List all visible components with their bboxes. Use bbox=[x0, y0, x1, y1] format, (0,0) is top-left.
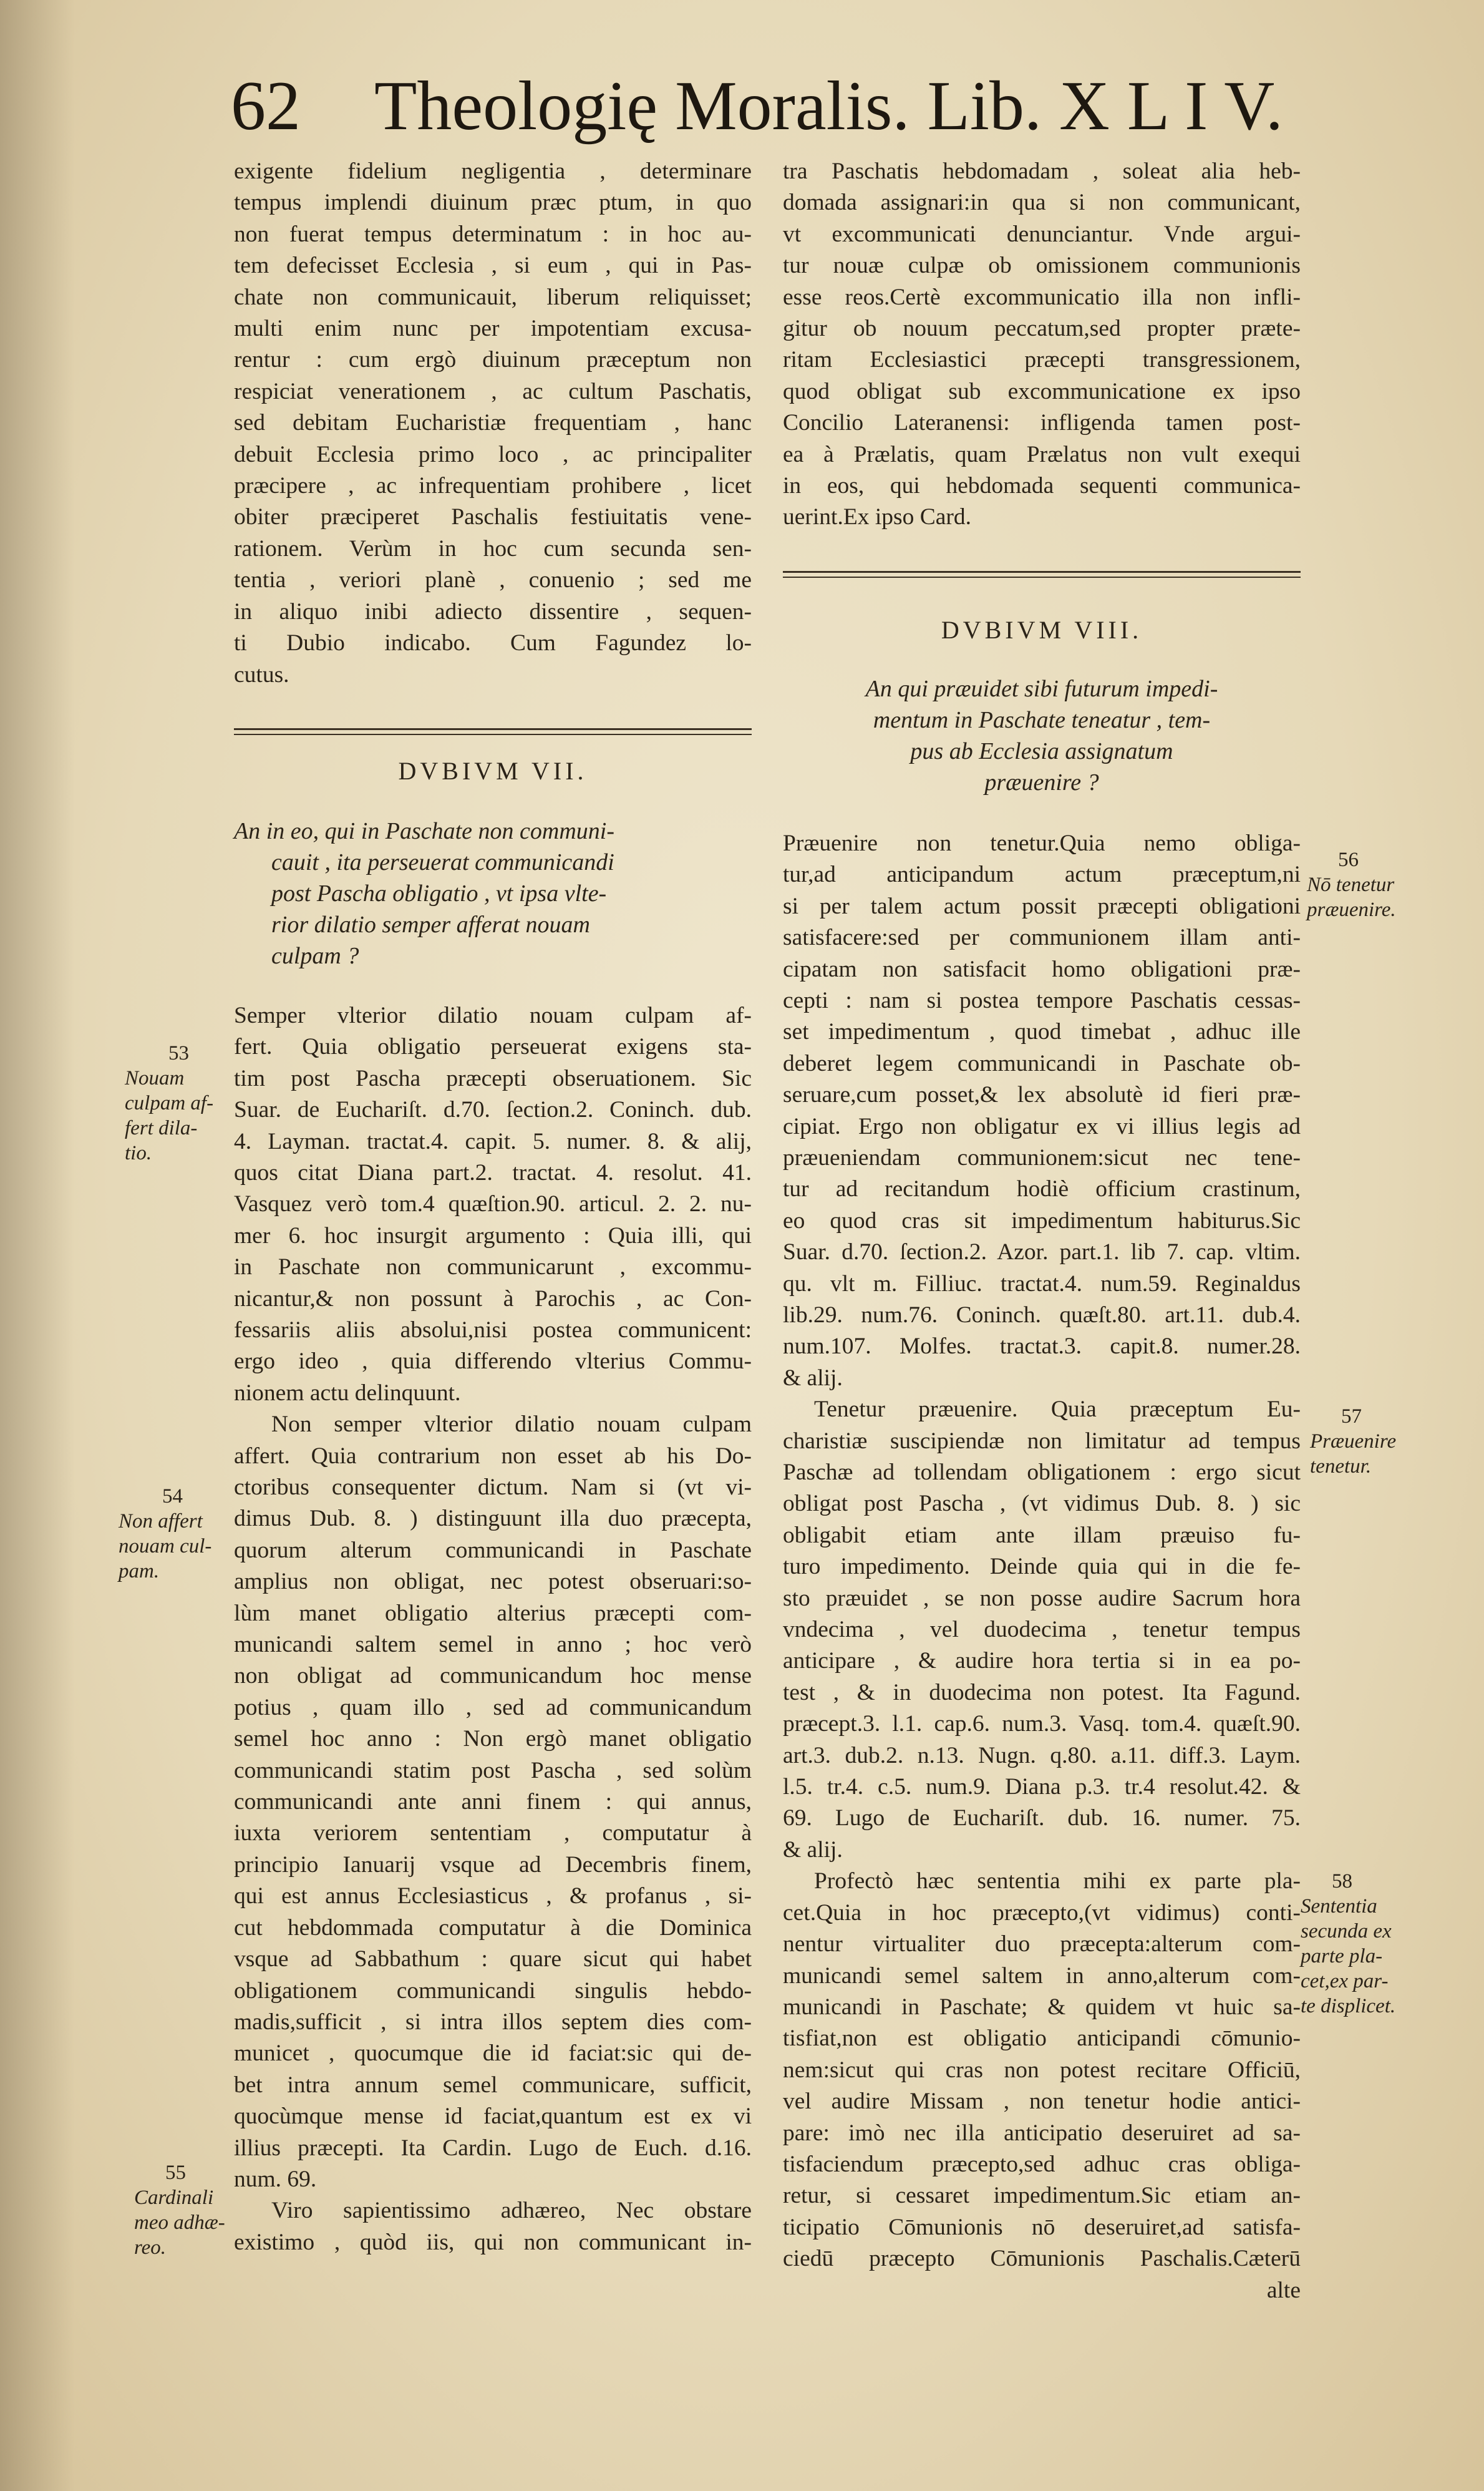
left-intro-paragraph bbox=[234, 156, 752, 691]
text-line: turo impedimento. Deinde quia qui in die fe- bbox=[783, 1554, 1301, 1580]
text-line: qu. vlt m. Filliuc. tractat.4. num.59. Reginaldus bbox=[783, 1270, 1301, 1297]
margin-text: Præuenire bbox=[1310, 1430, 1397, 1453]
text-line: & alij. bbox=[783, 1365, 843, 1391]
question-line: rior dilatio semper afferat nouam bbox=[271, 911, 590, 938]
question-line: præuenire ? bbox=[984, 769, 1099, 796]
text-line: rationem. Verùm in hoc cum secunda sen- bbox=[234, 535, 752, 562]
text-line: dimus Dub. 8. ) distinguunt illa duo præcepta, bbox=[234, 1506, 752, 1532]
text-line: ritam Ecclesiastici præcepti transgressionem, bbox=[783, 347, 1301, 373]
margin-number: 58 bbox=[1332, 1870, 1352, 1893]
dubium-viii-question bbox=[783, 673, 1301, 798]
text-line: esse reos.Certè excommunicatio illa non infli- bbox=[783, 284, 1301, 310]
text-line: municet , quocumque die id faciat:sic qui de- bbox=[234, 2040, 752, 2067]
text-line: 69. Lugo de Euchariſt. dub. 16. numer. 75. bbox=[783, 1805, 1301, 1831]
text-line: nionem actu delinquunt. bbox=[234, 1380, 461, 1406]
text-line: set impedimentum , quod timebat , adhuc ille bbox=[783, 1019, 1301, 1045]
margin-text: Cardinali bbox=[134, 2186, 214, 2209]
margin-text: cet,ex par- bbox=[1301, 1970, 1389, 1992]
text-line: vsque ad Sabbathum : quare sicut qui habet bbox=[234, 1946, 752, 1972]
paragraph-53 bbox=[234, 1000, 752, 1409]
text-line: Tenetur præuenire. Quia præceptum Eu- bbox=[814, 1397, 1301, 1423]
text-line: ctoribus consequenter dictum. Nam si (vt vi- bbox=[234, 1475, 752, 1500]
text-line: tisfaciendum præcepto,sed adhuc cras obliga- bbox=[783, 2151, 1301, 2177]
text-line: qui est annus Ecclesiasticus , & profanus , si- bbox=[234, 1883, 752, 1909]
page-number: 62 bbox=[231, 67, 301, 145]
margin-text: nouam cul- bbox=[119, 1535, 212, 1557]
text-line: bet intra annum semel communicare, sufficit, bbox=[234, 2072, 752, 2098]
text-line: potius , quam illo , sed ad communicandum bbox=[234, 1694, 752, 1720]
margin-text: fert dila- bbox=[125, 1117, 198, 1139]
text-line: præueniendam communionem:sicut nec tene- bbox=[783, 1144, 1301, 1171]
text-line: satisfacere:sed per communionem illam anti- bbox=[783, 925, 1301, 951]
text-line: & alij. bbox=[783, 1836, 843, 1863]
text-line: in aliquo inibi adiecto dissentire , sequen- bbox=[234, 598, 752, 625]
text-line: illius præcepti. Ita Cardin. Lugo de Euch. d.16. bbox=[234, 2135, 752, 2161]
text-line: principio Ianuarij vsque ad Decembris finem, bbox=[234, 1851, 752, 1878]
text-line: tempus implendi diuinum præc ptum, in quo bbox=[234, 190, 752, 216]
text-line: Præuenire non tenetur.Quia nemo obliga- bbox=[783, 830, 1301, 856]
question-line: mentum in Paschate teneatur , tem- bbox=[873, 706, 1211, 733]
text-line: tentia , veriori planè , conuenio ; sed me bbox=[234, 567, 752, 593]
dubium-vii-question bbox=[234, 816, 752, 972]
text-line: gitur ob nouum peccatum,sed propter præte- bbox=[783, 316, 1301, 342]
text-line: cut hebdommada computatur à die Dominica bbox=[234, 1914, 752, 1941]
text-line: ea à Prælatis, quam Prælatus non vult exequi bbox=[783, 441, 1301, 467]
text-line: præcept.3. l.1. cap.6. num.3. Vasq. tom.4. quæſt.90. bbox=[783, 1711, 1301, 1737]
text-line: retur, si cessaret impedimentum.Sic etiam an- bbox=[783, 2183, 1301, 2209]
text-line: communicandi ante anni finem : qui annus, bbox=[234, 1789, 752, 1815]
margin-text: secunda ex bbox=[1301, 1920, 1392, 1943]
margin-note-55 bbox=[134, 2160, 225, 2260]
text-line: Concilio Lateranensi: infligenda tamen post- bbox=[783, 410, 1301, 436]
margin-number: 57 bbox=[1341, 1405, 1362, 1428]
margin-text: Nō tenetur bbox=[1307, 874, 1395, 896]
margin-text: tio. bbox=[125, 1142, 152, 1164]
text-line: communicandi statim post Pascha , sed solùm bbox=[234, 1757, 752, 1783]
text-line: sto præuidet , se non posse audire Sacrum hora bbox=[783, 1585, 1301, 1611]
margin-number: 55 bbox=[165, 2162, 186, 2184]
text-line: municandi semel saltem in anno,alterum com- bbox=[783, 1962, 1301, 1989]
text-line: charistiæ suscipiendæ non limitatur ad tempus bbox=[783, 1428, 1301, 1454]
text-line: cipatam non satisfacit homo obligationi præ- bbox=[783, 956, 1301, 982]
paragraph-57 bbox=[783, 1394, 1301, 1866]
text-line: l.5. tr.4. c.5. num.9. Diana p.3. tr.4 resolut.42. & bbox=[783, 1774, 1301, 1800]
margin-note-54 bbox=[119, 1484, 211, 1584]
text-line: respiciat venerationem , ac cultum Paschatis, bbox=[234, 378, 752, 404]
text-line: si per talem actum possit præcepti obligationi bbox=[783, 893, 1301, 919]
paragraph-56 bbox=[783, 828, 1301, 1394]
text-line: cipiat. Ergo non obligatur ex vi illius legis ad bbox=[783, 1113, 1301, 1139]
margin-number: 53 bbox=[168, 1042, 189, 1065]
text-line: tisfiat,non est obligatio anticipandi cōmunio- bbox=[783, 2025, 1301, 2052]
text-line: municandi in Paschate; & quidem vt huic sa- bbox=[783, 1994, 1301, 2020]
question-line: pus ab Ecclesia assignatum bbox=[910, 738, 1173, 764]
text-line: tim post Pascha præcepti obseruationem. Sic bbox=[234, 1065, 752, 1091]
text-line: sed debitam Eucharistiæ frequentiam , hanc bbox=[234, 410, 752, 436]
text-line: quorum alterum communicandi in Paschate bbox=[234, 1537, 752, 1563]
text-line: fessariis aliis absolui,nisi postea communicent: bbox=[234, 1317, 752, 1343]
text-line: num.107. Molfes. tractat.3. capit.8. numer.28. bbox=[783, 1333, 1301, 1360]
right-column bbox=[783, 156, 1301, 2306]
text-line: anticipare , & audire hora tertia si in ea po- bbox=[783, 1648, 1301, 1674]
text-line: vndecima , vel duodecima , tenetur tempus bbox=[783, 1617, 1301, 1643]
text-line: in eos, qui hebdomada sequenti communica- bbox=[783, 473, 1301, 499]
margin-number: 54 bbox=[162, 1485, 183, 1508]
text-line: ciedū præcepto Cōmunionis Paschalis.Cæterū bbox=[783, 2246, 1301, 2272]
text-line: iuxta veriorem sententiam , computatur à bbox=[234, 1820, 752, 1846]
text-line: nem:sicut qui cras non potest recitare Officiū, bbox=[783, 2057, 1301, 2083]
section-rule bbox=[234, 728, 752, 735]
text-line: art.3. dub.2. n.13. Nugn. q.80. a.11. diff.3. Laym. bbox=[783, 1742, 1301, 1768]
text-line: in Paschate non communicarunt , excommu- bbox=[234, 1254, 752, 1280]
question-line: cauit , ita perseuerat communicandi bbox=[271, 849, 614, 875]
text-line: Semper vlterior dilatio nouam culpam af- bbox=[234, 1002, 752, 1028]
left-column bbox=[234, 156, 752, 2258]
text-line: semel hoc anno : Non ergò manet obligatio bbox=[234, 1726, 752, 1752]
text-line: ti Dubio indicabo. Cum Fagundez lo- bbox=[234, 630, 752, 656]
text-line: Non semper vlterior dilatio nouam culpam bbox=[271, 1411, 752, 1438]
text-line: eo quod cras sit impedimentum habiturus.Sic bbox=[783, 1207, 1301, 1234]
text-line: existimo , quòd iis, qui non communicant in- bbox=[234, 2229, 752, 2255]
text-line: madis,sufficit , si intra illos septem dies com- bbox=[234, 2009, 752, 2035]
text-line: multi enim nunc per impotentiam excusa- bbox=[234, 316, 752, 342]
question-line: culpam ? bbox=[271, 942, 359, 969]
margin-text: te displicet. bbox=[1301, 1995, 1396, 2017]
text-line: uerint.Ex ipso Card. bbox=[783, 504, 972, 530]
text-line: cepti : nam si postea tempore Paschatis cessas- bbox=[783, 987, 1301, 1013]
text-line: pare: imò nec illa anticipatio deseruiret ad sa- bbox=[783, 2120, 1301, 2146]
running-title: Theologię Moralis. Lib. X L I V. bbox=[374, 67, 1283, 145]
dubium-vii-title: DVBIVM VII. bbox=[398, 756, 588, 785]
text-line: cutus. bbox=[234, 661, 289, 688]
text-line: mer 6. hoc insurgit argumento : Quia illi, qui bbox=[234, 1222, 752, 1249]
text-line: lùm manet obligatio alterius præcepti com- bbox=[234, 1600, 752, 1626]
text-line: affert. Quia contrarium non esset ab his Do- bbox=[234, 1443, 752, 1469]
text-line: domada assignari:in qua si non communicant, bbox=[783, 190, 1301, 216]
text-line: quocùmque mense id faciat,quantum est ex vi bbox=[234, 2103, 752, 2130]
text-line: exigente fidelium negligentia , determinare bbox=[234, 158, 752, 184]
margin-text: Sententia bbox=[1301, 1895, 1377, 1918]
text-line: amplius non obligat, nec potest obseruari:so- bbox=[234, 1569, 752, 1595]
question-line: An in eo, qui in Paschate non communi- bbox=[234, 817, 615, 844]
question-line: An qui præuidet sibi futurum impedi- bbox=[865, 675, 1218, 702]
section-rule bbox=[783, 571, 1301, 578]
question-line: post Pascha obligatio , vt ipsa vlte- bbox=[271, 880, 607, 907]
text-line: nentur virtualiter duo præcepta:alterum com- bbox=[783, 1931, 1301, 1957]
margin-text: Nouam bbox=[125, 1067, 185, 1090]
margin-text: culpam af- bbox=[125, 1092, 214, 1114]
margin-note-56 bbox=[1307, 847, 1396, 922]
text-line: non fuerat tempus determinatum : in hoc au- bbox=[234, 221, 752, 247]
text-line: præcipere , ac infrequentiam prohibere , licet bbox=[234, 473, 752, 499]
binding-shadow bbox=[0, 0, 75, 2491]
text-line: Viro sapientissimo adhæreo, Nec obstare bbox=[271, 2198, 752, 2224]
text-line: municandi saltem semel in anno ; hoc verò bbox=[234, 1632, 752, 1658]
text-line: Suar. d.70. ſection.2. Azor. part.1. lib 7. cap. vltim. bbox=[783, 1239, 1301, 1265]
text-line: Suar. de Euchariſt. d.70. ſection.2. Coninch. dub. bbox=[234, 1097, 752, 1123]
text-line: ticipatio Cōmunionis nō deseruiret,ad satisfa- bbox=[783, 2214, 1301, 2240]
text-line: tra Paschatis hebdomadam , soleat alia heb- bbox=[783, 158, 1301, 184]
margin-text: præuenire. bbox=[1307, 899, 1396, 921]
text-line: vt excommunicati denunciantur. Vnde argui- bbox=[783, 221, 1301, 247]
text-line: fert. Quia obligatio perseuerat exigens sta- bbox=[234, 1034, 752, 1060]
text-line: ergo ideo , quia differendo vlterius Commu- bbox=[234, 1348, 752, 1375]
text-line: chate non communicauit, liberum reliquisset; bbox=[234, 284, 752, 310]
text-line: tur,ad anticipandum actum præceptum,ni bbox=[783, 862, 1301, 888]
text-line: lib.29. num.76. Coninch. quæſt.80. art.11. dub.4. bbox=[783, 1302, 1301, 1328]
margin-number: 56 bbox=[1338, 849, 1359, 871]
text-line: quod obligat sub excommunicatione ex ipso bbox=[783, 378, 1301, 404]
paragraph-54 bbox=[234, 1409, 752, 2195]
text-line: deberet legem communicandi in Paschate ob- bbox=[783, 1050, 1301, 1076]
text-line: obligationem communicandi singulis hebdo- bbox=[234, 1977, 752, 2004]
text-line: num. 69. bbox=[234, 2166, 317, 2192]
text-line: 4. Layman. tractat.4. capit. 5. numer. 8. & alij, bbox=[234, 1128, 752, 1154]
text-line: vel audire Missam , non tenetur hodie antici- bbox=[783, 2089, 1301, 2115]
right-intro-paragraph bbox=[783, 156, 1301, 534]
text-line: non obligat ad communicandum hoc mense bbox=[234, 1663, 752, 1689]
margin-text: Non affert bbox=[119, 1510, 203, 1533]
paragraph-55 bbox=[234, 2195, 752, 2258]
text-line: test , & in duodecima non potest. Ita Fagund. bbox=[783, 1679, 1301, 1705]
margin-text: tenetur. bbox=[1310, 1455, 1372, 1478]
text-line: cet.Quia in hoc præcepto,(vt vidimus) conti- bbox=[783, 1899, 1301, 1926]
margin-note-53 bbox=[125, 1041, 213, 1166]
text-line: nicantur,& non possunt à Parochis , ac Con- bbox=[234, 1285, 752, 1312]
text-line: quos citat Diana part.2. tractat. 4. resolut. 41. bbox=[234, 1159, 752, 1186]
text-line: seruare,cum posset,& lex absolutè id fieri præ- bbox=[783, 1082, 1301, 1108]
text-line: Paschæ ad tollendam obligationem : ergo sicut bbox=[783, 1460, 1301, 1485]
text-line: tem defecisset Ecclesia , si eum , qui in Pas- bbox=[234, 253, 752, 279]
text-line: tur nouæ culpæ ob omissionem communionis bbox=[783, 253, 1301, 279]
margin-text: pam. bbox=[119, 1560, 160, 1582]
dubium-viii-title: DVBIVM VIII. bbox=[941, 615, 1143, 644]
text-line: obligabit etiam ante illam præuiso fu- bbox=[783, 1522, 1301, 1548]
text-line: Vasquez verò tom.4 quæſtion.90. articul. 2. 2. nu- bbox=[234, 1191, 752, 1217]
margin-note-58 bbox=[1301, 1869, 1395, 2019]
catchword: alte bbox=[1266, 2277, 1301, 2303]
paragraph-58 bbox=[783, 1866, 1301, 2306]
margin-text: reo. bbox=[134, 2236, 167, 2259]
text-line: tur ad recitandum hodiè officium crastinum, bbox=[783, 1176, 1301, 1202]
text-line: debuit Ecclesia primo loco , ac principaliter bbox=[234, 441, 752, 467]
margin-note-57 bbox=[1310, 1404, 1396, 1479]
running-header bbox=[231, 59, 1283, 153]
text-line: obiter præciperet Paschalis festiuitatis vene- bbox=[234, 504, 752, 530]
margin-text: meo adhæ- bbox=[134, 2211, 225, 2234]
text-line: Profectò hæc sententia mihi ex parte pla- bbox=[814, 1868, 1301, 1894]
text-line: obligat post Pascha , (vt vidimus Dub. 8. ) sic bbox=[783, 1491, 1301, 1517]
margin-text: parte pla- bbox=[1301, 1945, 1383, 1967]
text-line: rentur : cum ergò diuinum præceptum non bbox=[234, 347, 752, 373]
